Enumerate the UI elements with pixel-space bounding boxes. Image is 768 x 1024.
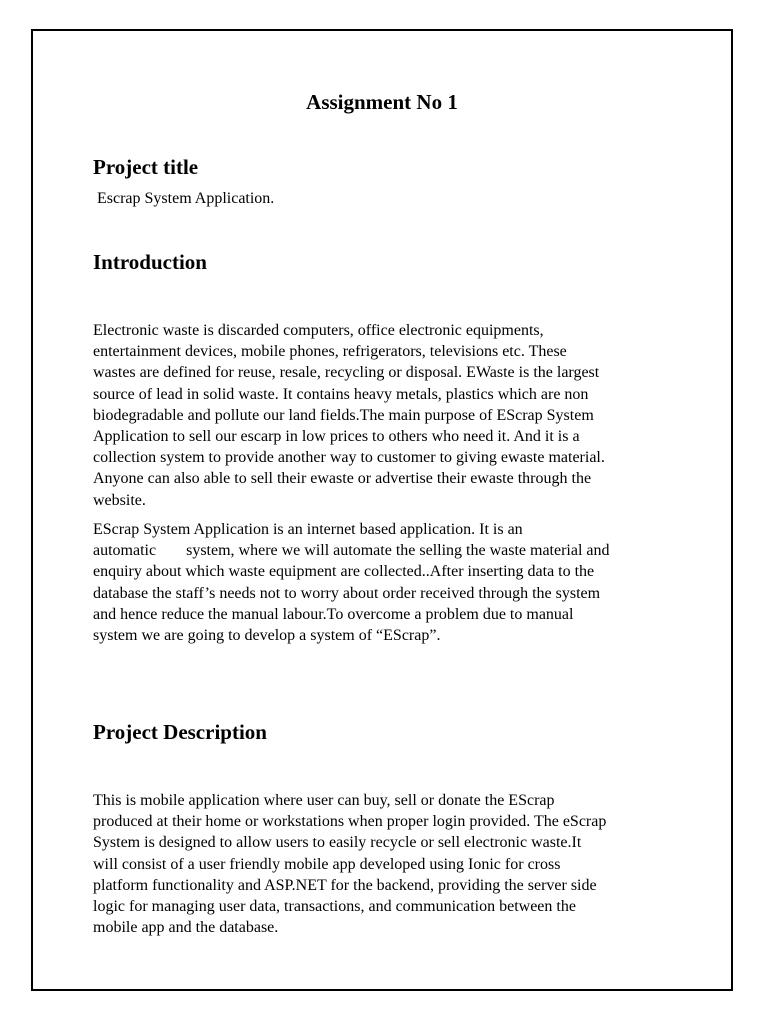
project-title-heading: Project title — [93, 155, 199, 179]
paragraph-line: website. — [93, 491, 146, 509]
paragraph-line: system we are going to develop a system of “EScrap”. — [93, 627, 441, 645]
paragraph-line: System is designed to allow users to easily recycle or sell electronic waste.It — [93, 834, 582, 852]
paragraph-line: EScrap System Application is an internet based application. It is an — [93, 521, 523, 538]
paragraph-line: This is mobile application where user can buy, sell or donate the EScrap — [93, 792, 555, 809]
paragraph-line: logic for managing user data, transactions, and communication between the — [93, 898, 576, 916]
introduction-paragraph-2 — [93, 519, 693, 646]
paragraph-line: platform functionality and ASP.NET for the backend, providing the server side — [93, 876, 597, 894]
paragraph-line: will consist of a user friendly mobile app developed using Ionic for cross — [93, 855, 561, 873]
project-description-paragraph — [93, 790, 693, 938]
paragraph-line: mobile app and the database. — [93, 919, 279, 937]
project-description-heading: Project Description — [93, 720, 267, 744]
document-page — [31, 29, 733, 991]
paragraph-line: source of lead in solid waste. It contains heavy metals, plastics which are non — [93, 385, 589, 403]
paragraph-line: enquiry about which waste equipment are collected..After inserting data to the — [93, 563, 595, 581]
paragraph-line: Electronic waste is discarded computers, office electronic equipments, — [93, 322, 544, 339]
paragraph-line: wastes are defined for reuse, resale, recycling or disposal. EWaste is the largest — [93, 364, 600, 382]
paragraph-word: automatic — [93, 542, 157, 560]
paragraph-line — [93, 540, 693, 561]
paragraph-text: system, where we will automate the selling the waste material and — [186, 542, 610, 560]
paragraph-line: biodegradable and pollute our land fields.The main purpose of EScrap System — [93, 406, 594, 424]
document-title: Assignment No 1 — [306, 90, 458, 114]
paragraph-line: Application to sell our escarp in low prices to others who need it. And it is a — [93, 428, 580, 446]
project-title-text: Escrap System Application. — [97, 190, 275, 207]
introduction-heading: Introduction — [93, 250, 207, 274]
paragraph-line: Anyone can also able to sell their ewaste or advertise their ewaste through the — [93, 470, 592, 488]
paragraph-line: entertainment devices, mobile phones, refrigerators, televisions etc. These — [93, 343, 567, 361]
paragraph-line: database the staff’s needs not to worry about order received through the system — [93, 584, 601, 602]
paragraph-line: collection system to provide another way to customer to giving ewaste material. — [93, 449, 605, 467]
paragraph-line: produced at their home or workstations when proper login provided. The eScrap — [93, 813, 607, 831]
paragraph-line: and hence reduce the manual labour.To overcome a problem due to manual — [93, 605, 574, 623]
introduction-paragraph-1 — [93, 320, 693, 511]
